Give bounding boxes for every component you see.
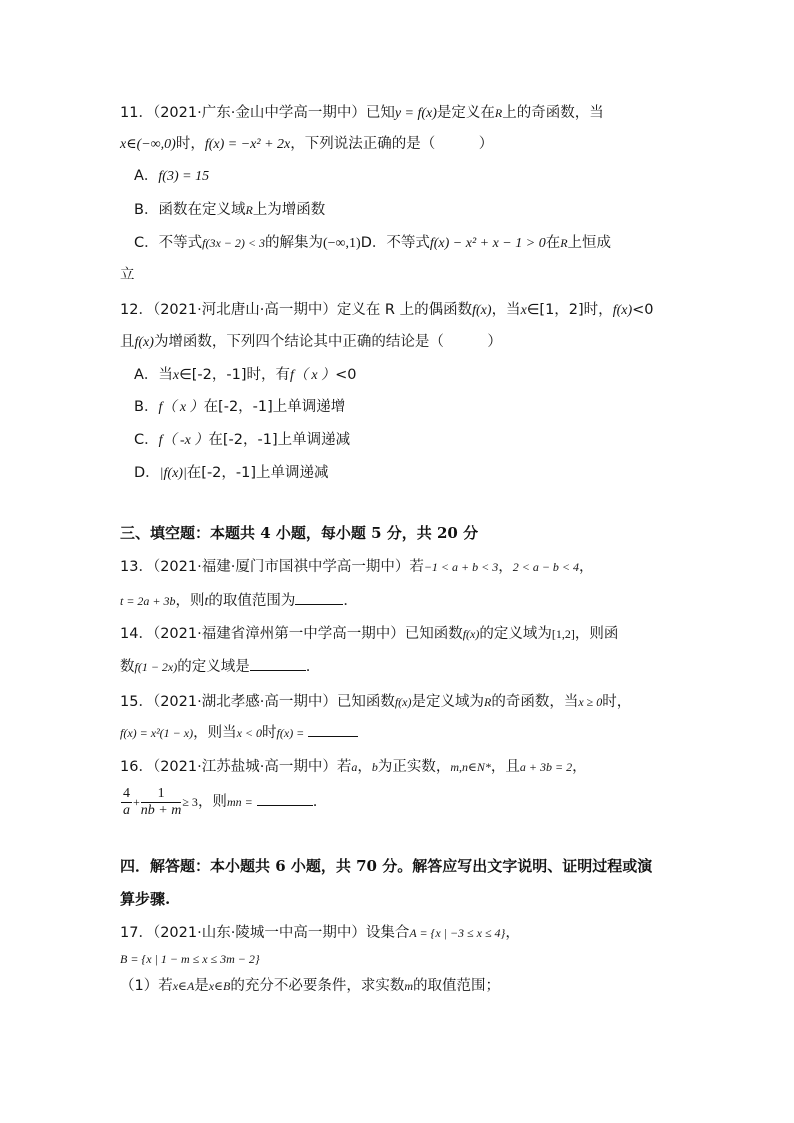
formula: f（ x ）: [158, 400, 204, 415]
formula: |f(x)|: [159, 466, 187, 481]
q12-option-c: [134, 430, 350, 451]
option-text: 在[-2，-1]上单调递增: [203, 399, 346, 415]
text: ∈[1，2]时，: [526, 302, 613, 318]
text: 是: [194, 978, 209, 994]
option-formula: f(3) = 15: [158, 169, 210, 184]
option-formula: (−∞,1): [322, 236, 361, 251]
q13-stem-line2: [120, 590, 358, 612]
text: ，且: [490, 759, 520, 775]
option-label: B．: [134, 399, 159, 415]
q16-stem-line1: [120, 757, 587, 777]
numerator: 1: [141, 786, 182, 803]
formula: x∈B: [208, 979, 231, 993]
formula: −1 < a + b < 3: [423, 560, 499, 574]
text: （1）若: [120, 978, 173, 994]
option-label: B．函数在定义域: [134, 202, 246, 218]
option-text: ∈[-2，-1]时，有: [179, 367, 291, 383]
q17-stem-line1: [120, 923, 520, 943]
q11-text: 时，: [175, 136, 205, 152]
formula: f(x) = x²(1 − x): [120, 726, 194, 740]
q11-set-R: R: [494, 106, 503, 120]
q14-stem-line1: [120, 624, 618, 644]
option-text: 上恒成: [567, 235, 612, 251]
text: ，: [579, 559, 594, 575]
text: 且: [120, 334, 135, 350]
q11-stem-line2: [120, 134, 493, 155]
text: 数: [120, 659, 135, 675]
q11-text: 上的奇函数，当: [502, 105, 604, 121]
text: ，: [505, 925, 520, 941]
q12-option-b: [134, 397, 345, 418]
q15-source: 15．（2021·湖北孝感·高一期中）已知函数: [120, 694, 395, 710]
text: 的奇函数，当: [491, 694, 579, 710]
formula: x∈A: [172, 979, 195, 993]
text: 的取值范围为: [208, 593, 296, 609]
q12-stem-line1: [120, 300, 654, 321]
text: ，则: [197, 794, 227, 810]
text: ，: [572, 759, 587, 775]
formula: R: [483, 695, 492, 709]
formula: x: [172, 368, 180, 383]
q11-formula-fx: f(x) = −x² + 2x: [204, 137, 291, 152]
q11-interval: x∈(−∞,0): [120, 137, 176, 152]
q15-stem-line2: [120, 722, 358, 743]
option-text: 在: [545, 235, 561, 251]
text: ，则当: [193, 725, 237, 741]
option-text: 立: [120, 267, 135, 283]
option-label: D．: [134, 465, 160, 481]
option-formula: R: [245, 203, 253, 217]
formula: mn =: [226, 795, 253, 809]
formula: a: [351, 760, 358, 774]
q14-source: 14．（2021·福建省漳州第一中学高一期中）已知函数: [120, 626, 463, 642]
formula: [1,2]: [551, 627, 575, 641]
option-formula: f(3x − 2) < 3: [202, 236, 265, 250]
text: 时: [262, 725, 277, 741]
text: .: [312, 794, 318, 810]
q13-stem-line1: [120, 557, 594, 577]
formula: x: [520, 303, 527, 318]
formula: f（ x ）: [290, 368, 336, 383]
q11-stem-line1: [120, 103, 604, 124]
text: 的取值范围；: [413, 978, 500, 994]
option-text: 的解集为: [264, 235, 323, 251]
option-formula: R: [560, 236, 568, 250]
q11-text: 是定义在: [436, 105, 495, 121]
q11-option-d-wrap: [120, 265, 135, 285]
text: ，则函: [574, 626, 619, 642]
formula: t = 2a + 3b: [120, 594, 176, 608]
option-label: C．: [134, 432, 159, 448]
denominator: nb + m: [140, 802, 182, 818]
q16-source: 16．（2021·江苏盐城·高一期中）若: [120, 759, 352, 775]
formula: f(x): [462, 627, 480, 641]
q12-source: 12．（2021·河北唐山·高一期中）定义在 R 上的偶函数: [120, 302, 473, 318]
q11-option-b: [134, 200, 325, 220]
formula-set-A: A = {x | −3 ≤ x ≤ 4}: [409, 926, 506, 940]
q17-part1: [120, 976, 500, 996]
option-label: C．不等式: [134, 235, 203, 251]
option-text: 在[-2，-1]上单调递减: [186, 465, 329, 481]
answer-blank[interactable]: [308, 722, 358, 737]
denominator: a: [123, 802, 130, 818]
text: ，: [357, 759, 372, 775]
section-4-heading-line1: 四．解答题：本小题共 6 小题，共 70 分。解答应写出文字说明、证明过程或演: [120, 857, 653, 875]
q11-source: 11．（2021·广东·金山中学高一期中）已知: [120, 105, 395, 121]
text: ，: [498, 559, 513, 575]
text: ，则: [175, 593, 205, 609]
option-text: <0: [335, 367, 357, 383]
q11-option-a: [134, 166, 209, 187]
formula: ≥ 3: [182, 795, 198, 809]
formula: f(x): [134, 335, 154, 350]
formula: 2 < a − b < 4: [512, 560, 580, 574]
formula: f（ -x ）: [158, 433, 209, 448]
q14-stem-line2: [120, 656, 310, 677]
q17-stem-line2: [120, 949, 260, 969]
section-4-heading-line2: 算步骤.: [120, 890, 171, 908]
option-label: D．不等式: [360, 235, 430, 251]
answer-blank[interactable]: [250, 656, 306, 671]
text: 的定义域为: [479, 626, 552, 642]
fraction-1-over-nb-m: [141, 786, 182, 819]
numerator: 4: [123, 785, 130, 801]
formula: f(x): [472, 303, 492, 318]
formula: m: [404, 979, 413, 993]
formula: t: [204, 594, 209, 609]
option-text: 在[-2，-1]上单调递减: [208, 432, 351, 448]
formula: a + 3b = 2: [519, 760, 573, 774]
option-label: A．当: [134, 367, 173, 383]
formula: x < 0: [236, 726, 263, 740]
text: 为正实数，: [377, 759, 451, 775]
q15-stem-line1: [120, 692, 631, 712]
formula: f(x): [394, 695, 412, 709]
q11-option-c-d: [134, 233, 611, 254]
formula: f(x): [612, 303, 633, 318]
q12-option-d: [134, 463, 329, 484]
formula-set-B: B = {x | 1 − m ≤ x ≤ 3m − 2}: [120, 952, 260, 966]
formula: m,n∈N*: [450, 760, 491, 774]
answer-blank[interactable]: [295, 590, 343, 605]
answer-blank[interactable]: [257, 791, 313, 806]
q17-source: 17．（2021·山东·陵城一中高一期中）设集合: [120, 925, 410, 941]
text: 是定义域为: [411, 694, 484, 710]
formula: x ≥ 0: [578, 695, 603, 709]
text: 的定义域是: [177, 659, 250, 675]
plus-sign: +: [133, 795, 140, 809]
option-text: 上为增函数: [252, 202, 326, 218]
text: ．: [343, 593, 358, 609]
option-formula: f(x) − x² + x − 1 > 0: [429, 236, 546, 251]
q11-formula-y-fx: y = f(x): [394, 106, 437, 121]
q16-stem-line2: [120, 785, 317, 819]
q13-source: 13．（2021·福建·厦门市国祺中学高一期中）若: [120, 559, 424, 575]
text: <0: [632, 302, 654, 318]
fraction-4-over-a: [121, 786, 132, 819]
option-label: A．: [134, 168, 159, 184]
text: 时，: [602, 694, 632, 710]
text: .: [305, 659, 311, 675]
q12-option-a: [134, 365, 357, 386]
formula: f(x) =: [276, 726, 305, 740]
text: ，当: [491, 302, 521, 318]
formula: b: [371, 760, 378, 774]
formula: f(1 − 2x): [134, 660, 178, 674]
section-3-heading: 三、填空题：本题共 4 小题，每小题 5 分，共 20 分: [120, 524, 479, 542]
q12-stem-line2: [120, 332, 502, 353]
text: 的充分不必要条件，求实数: [230, 978, 405, 994]
q11-text: ，下列说法正确的是（ ）: [290, 136, 494, 152]
text: 为增函数，下列四个结论其中正确的结论是（ ）: [153, 334, 502, 350]
